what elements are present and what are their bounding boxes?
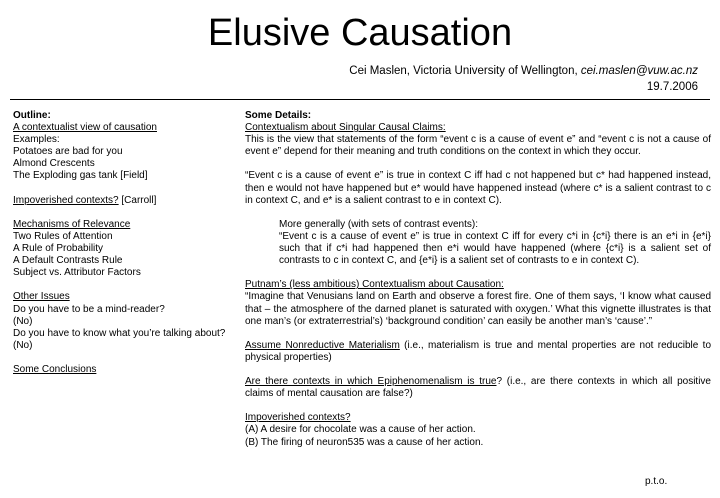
header-divider — [10, 99, 710, 100]
details-section-title: Impoverished contexts? — [245, 412, 351, 424]
outline-item: Do you have to be a mind-reader? — [13, 303, 165, 315]
pto-note: p.t.o. — [645, 476, 668, 487]
outline-section-title: Impoverished contexts? — [13, 194, 119, 206]
details-paragraph — [245, 376, 711, 400]
outline-item: Subject vs. Attributor Factors — [13, 267, 141, 279]
page-title: Elusive Causation — [207, 12, 513, 54]
outline-item: The Exploding gas tank [Field] — [13, 170, 148, 182]
outline-item: Two Rules of Attention — [13, 230, 113, 242]
details-item: (A) A desire for chocolate was a cause of her action. — [245, 424, 476, 436]
details-inline-text: (i.e., materialism is true and mental properties are not reducible to physical properties) — [245, 339, 712, 363]
outline-section-title: Other Issues — [13, 291, 70, 303]
details-inline-text: ? (i.e., are there contexts in which all positive claims of mental causation are false?) — [245, 376, 711, 400]
author-email: cei.maslen@vuw.ac.nz — [580, 65, 698, 77]
details-indented: “Event c is a cause of event e” is true in context C iff for every c*i in {c*i} there is an e*i in {e*i} such that if c*i had happened then e*i would have happened (where {c*i} is a salient set of contrasts to c in context C, and {e*i} is a salient set of contrasts to e in context C). — [279, 230, 711, 267]
details-section-title: Putnam’s (less ambitious) Contextualism about Causation: — [245, 279, 504, 291]
outline-section-title: Mechanisms of Relevance — [13, 218, 131, 230]
details-paragraph: This is the view that statements of the form “event c is a cause of event e” and “event c is not a cause of event e” depend for their meaning and truth conditions on the context in which they occur. — [245, 134, 711, 158]
details-column — [245, 110, 711, 449]
details-quote: “Imagine that Venusians land on Earth and observe a forest fire. One of them says, ‘I know what caused that – the atmosphere of the darned planet is saturated with oxygen.’ What this vignette illustrates is that one man’s (or extraterrestrial’s) ‘background condition’ can easily be another man’s ‘cause’.” — [245, 291, 711, 327]
details-indented: More generally (with sets of contrast events): — [279, 218, 478, 230]
outline-item: A Rule of Probability — [13, 243, 104, 255]
outline-heading: Outline: — [13, 110, 51, 121]
outline-section-line — [13, 195, 228, 207]
outline-section-suffix: [Carroll] — [118, 194, 157, 206]
details-paragraph — [245, 340, 711, 364]
outline-section-title: Some Conclusions — [13, 363, 97, 375]
outline-item: Almond Crescents — [13, 158, 95, 170]
author-line — [349, 64, 698, 79]
details-inline-title: Assume Nonreductive Materialism — [245, 339, 400, 351]
outline-item: Do you have to know what you’re talking about? (No) — [13, 327, 226, 351]
details-inline-title: Are there contexts in which Epiphenomenalism is true — [245, 376, 497, 388]
details-paragraph: “Event c is a cause of event e” is true in context C iff had c not happened but c* had happened instead, then e would not have happened but e* would have happened instead (where c* is a salient contrast to c in context C, and e* is a salient contrast to e in context C). — [245, 170, 711, 206]
outline-item: A Default Contrasts Rule — [13, 255, 123, 267]
outline-item: Examples: — [13, 134, 60, 146]
details-section-title: Contextualism about Singular Causal Claims: — [245, 122, 446, 134]
details-heading: Some Details: — [245, 110, 312, 121]
outline-item: (No) — [13, 315, 33, 327]
outline-item: Potatoes are bad for you — [13, 146, 123, 158]
outline-column — [13, 110, 228, 376]
date: 19.7.2006 — [646, 81, 698, 93]
outline-section-title: A contextualist view of causation — [13, 122, 157, 134]
details-item: (B) The firing of neuron535 was a cause of her action. — [245, 436, 484, 448]
author-affiliation: Cei Maslen, Victoria University of Wellington, — [349, 65, 581, 77]
